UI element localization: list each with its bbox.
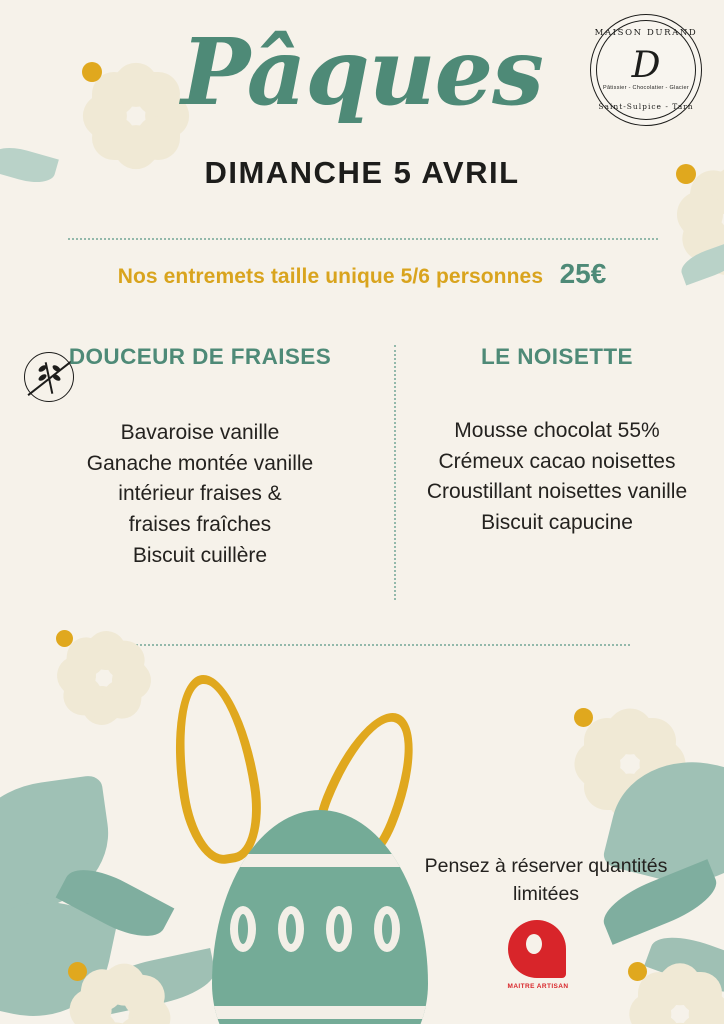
maison-durand-stamp-logo xyxy=(590,14,702,126)
cake-line: intérieur fraises & xyxy=(118,482,282,506)
flower-decoration xyxy=(26,600,104,678)
cake-item-le-noisette xyxy=(398,344,716,539)
page-title: Pâques xyxy=(181,18,543,126)
cake-line: Croustillant noisettes vanille xyxy=(426,480,688,504)
flower-decoration xyxy=(538,672,630,764)
cake-line: fraises fraîches xyxy=(128,512,272,536)
price-value: 25€ xyxy=(559,258,607,289)
flower-decoration xyxy=(36,930,120,1014)
artisan-caption: MAITRE ARTISAN xyxy=(507,983,569,990)
egg-band xyxy=(212,1006,428,1019)
cake-line: Mousse chocolat 55% xyxy=(454,419,660,442)
stamp-brand-top: MAISON DURAND xyxy=(594,28,698,38)
cake-line: Biscuit cuillère xyxy=(132,543,268,567)
price-row xyxy=(0,258,724,290)
cake-line: Ganache montée vanille xyxy=(86,451,314,475)
divider-middle xyxy=(100,644,630,646)
price-label: Nos entremets taille unique 5/6 personnes xyxy=(117,265,544,288)
divider-top xyxy=(68,238,658,240)
cake-line: Crémeux cacao noisettes xyxy=(438,449,676,473)
stamp-brand-bottom: Saint-Sulpice - Tarn xyxy=(598,102,694,111)
cake-item-douceur-de-fraises xyxy=(10,344,390,571)
divider-vertical xyxy=(394,345,396,600)
easter-egg-illustration xyxy=(150,660,480,1024)
poster-subtitle: DIMANCHE 5 AVRIL xyxy=(204,155,520,190)
bunny-ear-left-icon xyxy=(162,669,271,869)
maitre-artisan-logo xyxy=(500,920,576,992)
cake-line: Biscuit capucine xyxy=(481,510,633,534)
cake-description xyxy=(398,416,716,539)
reservation-note: Pensez à réserver quantités limitées xyxy=(424,855,668,906)
flower-decoration xyxy=(596,930,680,1014)
cake-line: Bavaroise vanille xyxy=(120,421,280,444)
cake-name: DOUCEUR DE FRAISES xyxy=(68,344,332,369)
cake-name: LE NOISETTE xyxy=(481,344,633,369)
stamp-monogram: D xyxy=(631,45,661,86)
artisan-mark-cutout xyxy=(526,934,542,954)
stamp-roles: Pâtissier - Chocolatier - Glacier xyxy=(602,85,689,91)
cake-description xyxy=(10,418,390,571)
